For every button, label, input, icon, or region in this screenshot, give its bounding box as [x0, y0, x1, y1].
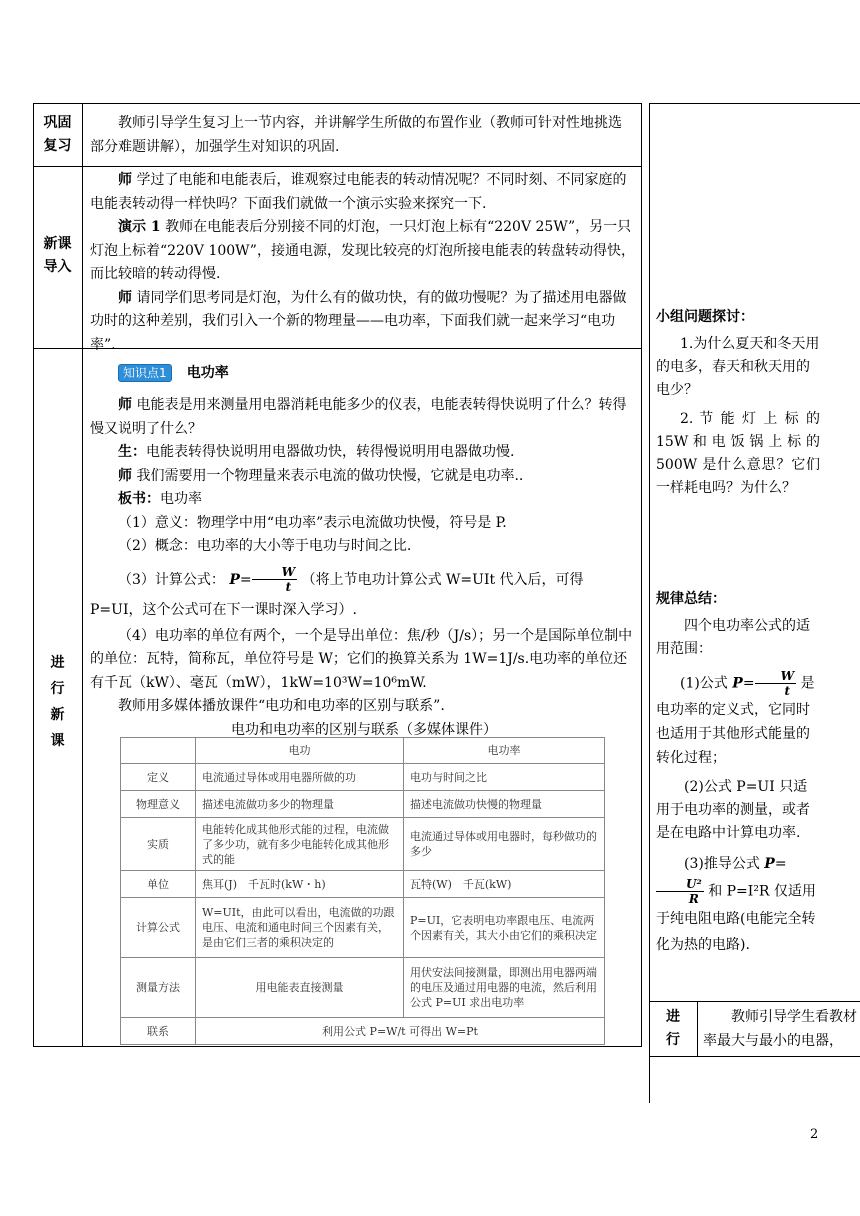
table-cell: 电功与时间之比	[404, 764, 605, 791]
label-char: 行	[50, 681, 65, 697]
label-line-2: 导入	[43, 259, 72, 275]
intro-paragraph-3: 师 请同学们思考同是灯泡，为什么有的做功快，有的做功慢呢？为了描述用电器做功时的这种差别，我们引入一个新的物理量——电功率，下面我们就一起来学习“电功率”.	[90, 289, 627, 353]
intro-text	[90, 169, 635, 357]
table-cell: 计算公式	[121, 898, 196, 958]
side-column-top-border	[649, 103, 860, 104]
page-number: 2	[810, 1127, 819, 1142]
student-answer: 生：电能表转得快说明用电器做功快，转得慢说明用电器做功慢.	[118, 444, 515, 460]
table-row	[121, 958, 605, 1018]
label-char: 课	[50, 733, 65, 749]
item-meaning: （1）意义：物理学中用“电功率”表示电流做功快慢，符号是 P.	[118, 514, 507, 531]
item-units: （4）电功率的单位有两个，一个是导出单位：焦/秒（J/s）；另一个是国际单位制中的单位：瓦特，简称瓦，单位符号是 W；它们的换算关系为 1W=1J/s.电功率的单位还有千瓦（kW）、毫瓦（mW），1kW=10³W=10⁶mW.	[90, 627, 633, 691]
comparison-table	[120, 737, 605, 1045]
table-cell: 定义	[121, 764, 196, 791]
table-header-row	[121, 738, 605, 764]
label-line-1: 巩固	[43, 115, 72, 131]
row-label-new-lesson	[33, 650, 82, 754]
table-header-cell: 电功率	[404, 738, 605, 764]
review-text: 教师引导学生复习上一节内容，并讲解学生所做的布置作业（教师可针对性地挑选部分难题讲解），加强学生对知识的巩固.	[90, 115, 622, 155]
table-cell: 联系	[121, 1018, 196, 1045]
label-char: 新	[50, 707, 65, 723]
item-formula: （3）计算公式： P= $\frac{W}{t}$ （将上节电功计算公式 W=UIt 代入后，可得 P=UI，这个公式可在下一课时深入学习）.	[90, 565, 584, 618]
table-cell: 瓦特(W) 千瓦(kW)	[404, 871, 605, 898]
fraction-w-over-t: $\frac{W}{t}$	[252, 565, 297, 594]
table-cell: 电流通过导体或用电器所做的功	[196, 764, 404, 791]
fraction-w-over-t: $\frac{W}{t}$	[755, 669, 796, 698]
bottom-right-text	[703, 1006, 860, 1053]
rule-2: (2)公式 P=UI 只适用于电功率的测量，或者是在电路中计算电功率.	[656, 779, 810, 841]
row-label-intro	[33, 233, 82, 279]
table-cell: 测量方法	[121, 958, 196, 1018]
table-caption: 电功和电功率的区别与联系（多媒体课件）	[231, 721, 497, 738]
knowledge-point-badge: 知识点1	[118, 364, 172, 382]
bottom-right-label-border	[697, 1001, 698, 1056]
item-concept: （2）概念：电功率的大小等于电功与时间之比.	[118, 538, 412, 554]
table-cell: 单位	[121, 871, 196, 898]
bottom-right-bottom-border	[649, 1056, 860, 1057]
media-note: 教师用多媒体播放课件“电功和电功率的区别与联系”.	[118, 698, 445, 714]
group-question-1: 1.为什么夏天和冬天用的电多，春天和秋天用的电少？	[656, 336, 820, 398]
intro-paragraph-1: 师 学过了电能和电能表后，谁观察过电能表的转动情况呢？不同时刻、不同家庭的电能表转动得一样快吗？下面我们就做一个演示实验来探究一下.	[90, 172, 627, 212]
topic-title: 电功率	[186, 365, 229, 381]
table-bottom-border	[33, 1046, 642, 1047]
bottom-right-line-2: 率最大与最小的电器，	[703, 1032, 843, 1049]
table-row	[121, 1018, 605, 1045]
board-writing: 板书：电功率	[118, 491, 202, 507]
table-cell: 物理意义	[121, 791, 196, 818]
table-row	[121, 764, 605, 791]
table-header-cell: 电功	[196, 738, 404, 764]
table-header-cell	[121, 738, 196, 764]
row-label-review	[33, 112, 82, 158]
table-cell: W=UIt，由此可以看出，电流做的功跟电压、电流和通电时间三个因素有关，是由它们三者的乘积决定的	[196, 898, 404, 958]
rule-1: (1)公式 P= $\frac{W}{t}$ 是电功率的定义式，它同时也适用于其他形式能量的转化过程；	[656, 669, 815, 766]
group-question-2: 2. 节 能 灯 上 标 的 15W 和 电 饭 锅 上 标 的 500W 是什么意思？它们一样耗电吗？为什么？	[656, 411, 820, 496]
table-right-border	[641, 103, 642, 1046]
bottom-right-label	[649, 1006, 697, 1052]
rule-summary-title: 规律总结：	[656, 591, 726, 607]
table-row	[121, 791, 605, 818]
group-discussion-title: 小组问题探讨：	[656, 309, 754, 325]
table-cell: 实质	[121, 818, 196, 871]
label-line-1: 进	[666, 1009, 680, 1025]
row-divider-1	[33, 166, 642, 167]
fraction-u2-over-r: $\frac{\text{U²}}{R}$	[656, 877, 704, 906]
table-cell: 电流通过导体或用电器时，每秒做功的多少	[404, 818, 605, 871]
label-column-border	[82, 103, 83, 1046]
table-cell: 焦耳(J) 千瓦时(kW・h)	[196, 871, 404, 898]
side-column-left-border	[649, 103, 650, 1103]
label-char: 进	[50, 655, 65, 671]
rule-3: (3)推导公式 P= $\frac{\text{U²}}{R}$ 和 P=I²R 仅适用于纯电阻电路(电能完全转化为热的电路).	[656, 856, 816, 953]
lesson-body	[90, 394, 638, 742]
teacher-question: 师 电能表是用来测量用电器消耗电能多少的仪表，电能表转得快说明了什么？转得慢又说明了什么？	[90, 397, 627, 437]
table-row	[121, 818, 605, 871]
knowledge-point-heading	[118, 362, 229, 382]
label-line-2: 行	[666, 1032, 680, 1048]
side-notes	[656, 306, 820, 958]
table-cell: P=UI，它表明电功率跟电压、电流两个因素有关，其大小由它们的乘积决定	[404, 898, 605, 958]
table-cell: 用电能表直接测量	[196, 958, 404, 1018]
bottom-right-top-border	[649, 1001, 860, 1002]
bottom-right-line-1: 教师引导学生看教材	[731, 1009, 857, 1025]
table-row	[121, 871, 605, 898]
intro-paragraph-2: 演示 1 教师在电能表后分别接不同的灯泡，一只灯泡上标有“220V 25W”，另一只灯泡上标着“220V 100W”，接通电源，发现比较亮的灯泡所接电能表的转盘转动得快，而比较暗的转动得慢.	[90, 219, 635, 282]
label-line-1: 新课	[43, 236, 72, 252]
table-cell: 电能转化成其他形式能的过程，电流做了多少功，就有多少电能转化成其他形式的能	[196, 818, 404, 871]
table-row	[121, 898, 605, 958]
table-top-border	[33, 103, 642, 104]
rule-intro: 四个电功率公式的适用范围：	[656, 618, 810, 657]
table-cell: 用伏安法间接测量，即测出用电器两端的电压及通过用电器的电流，然后利用公式 P=UI 求出电功率	[404, 958, 605, 1018]
table-cell: 描述电流做功多少的物理量	[196, 791, 404, 818]
table-cell: 描述电流做功快慢的物理量	[404, 791, 605, 818]
teacher-statement: 师 我们需要用一个物理量来表示电流的做功快慢，它就是电功率..	[118, 467, 524, 484]
label-line-2: 复习	[43, 138, 72, 154]
table-cell: 利用公式 P=W/t 可得出 W=Pt	[196, 1018, 605, 1045]
